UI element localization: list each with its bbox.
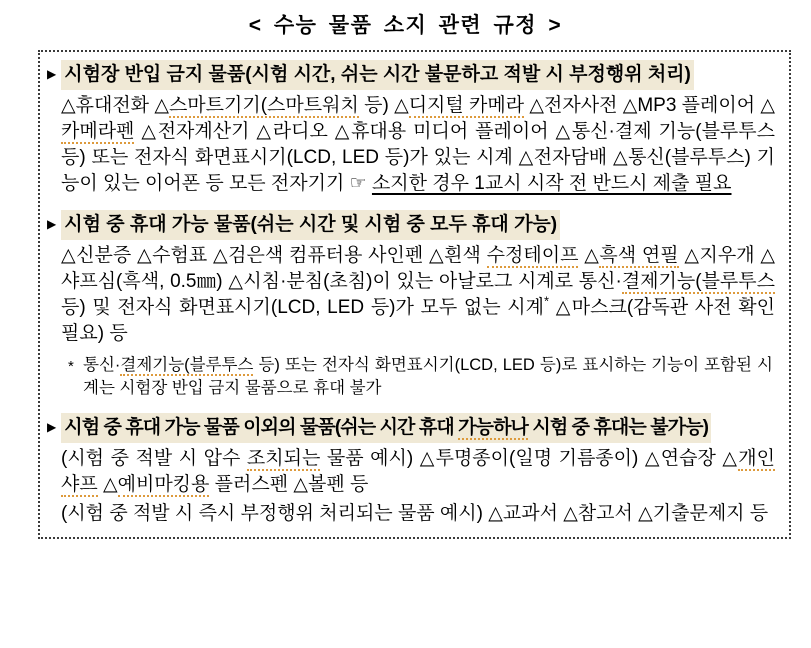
page-title: < 수능 물품 소지 관련 규정 >	[248, 14, 563, 37]
section-heading: 시험 중 휴대 가능 물품 이외의 물품(쉬는 시간 휴대 가능하나 시험 중 휴대는 불가능)	[61, 413, 711, 443]
section-body	[61, 243, 775, 347]
regulations-box	[38, 50, 791, 539]
arrow-right-icon: ▶	[47, 420, 57, 434]
section-body	[61, 93, 775, 197]
section-paragraph: (시험 중 적발 시 즉시 부정행위 처리되는 물품 예시) △교과서 △참고서 △기출문제지 등	[61, 503, 769, 524]
section-paragraph: (시험 중 적발 시 압수 조치되는 물품 예시) △투명종이(일명 기름종이) △연습장 △개인샤프 △예비마킹용 플러스펜 △볼펜 등	[61, 448, 775, 495]
section-heading-row	[46, 413, 777, 443]
footnote-text: 통신·결제기능(블루투스 등) 또는 전자식 화면표시기(LCD, LED 등)로 표시하는 기능이 포함된 시계는 시험장 반입 금지 물품으로 휴대 불가	[83, 356, 773, 397]
section-heading-row	[46, 210, 777, 240]
section-other-items	[46, 413, 777, 527]
footnote-asterisk: *	[68, 358, 74, 375]
section-banned-items	[46, 60, 777, 197]
footnote-reference-asterisk: *	[544, 293, 550, 309]
section-heading-row	[46, 60, 777, 90]
arrow-right-icon: ▶	[47, 67, 57, 81]
section-heading: 시험장 반입 금지 물품(시험 시간, 쉬는 시간 불문하고 적발 시 부정행위 처리)	[61, 60, 694, 90]
footnote	[68, 354, 773, 400]
body-text: △신분증 △수험표 △검은색 컴퓨터용 사인펜 △흰색 수정테이프 △흑색 연필 △지우개 △샤프심(흑색, 0.5㎜) △시침·분침(초침)이 있는 아날로그 시계로 통신·결제기능(블루투스 등) 및 전자식 화면표시기(LCD, LED 등)가 모두 없는 시계	[61, 245, 776, 318]
section-allowed-items	[46, 210, 777, 400]
body-text: △휴대전화 △스마트기기(스마트워치 등) △디지털 카메라 △전자사전 △MP3 플레이어 △카메라펜 △전자계산기 △라디오 △휴대용 미디어 플레이어 △통신·결제 기능(블루투스 등) 또는 전자식 화면표시기(LCD, LED 등)가 있는 시계 △전자담배 △통신(블루투스) 기능이 있는 이어폰 등 모든 전자기기 ☞	[61, 95, 775, 194]
arrow-right-icon: ▶	[47, 217, 57, 231]
underlined-notice: 소지한 경우 1교시 시작 전 반드시 제출 필요	[371, 173, 732, 194]
body-text: △마스크(감독관 사전 확인 필요) 등	[61, 297, 775, 344]
section-heading: 시험 중 휴대 가능 물품(쉬는 시간 및 시험 중 모두 휴대 가능)	[61, 210, 560, 240]
